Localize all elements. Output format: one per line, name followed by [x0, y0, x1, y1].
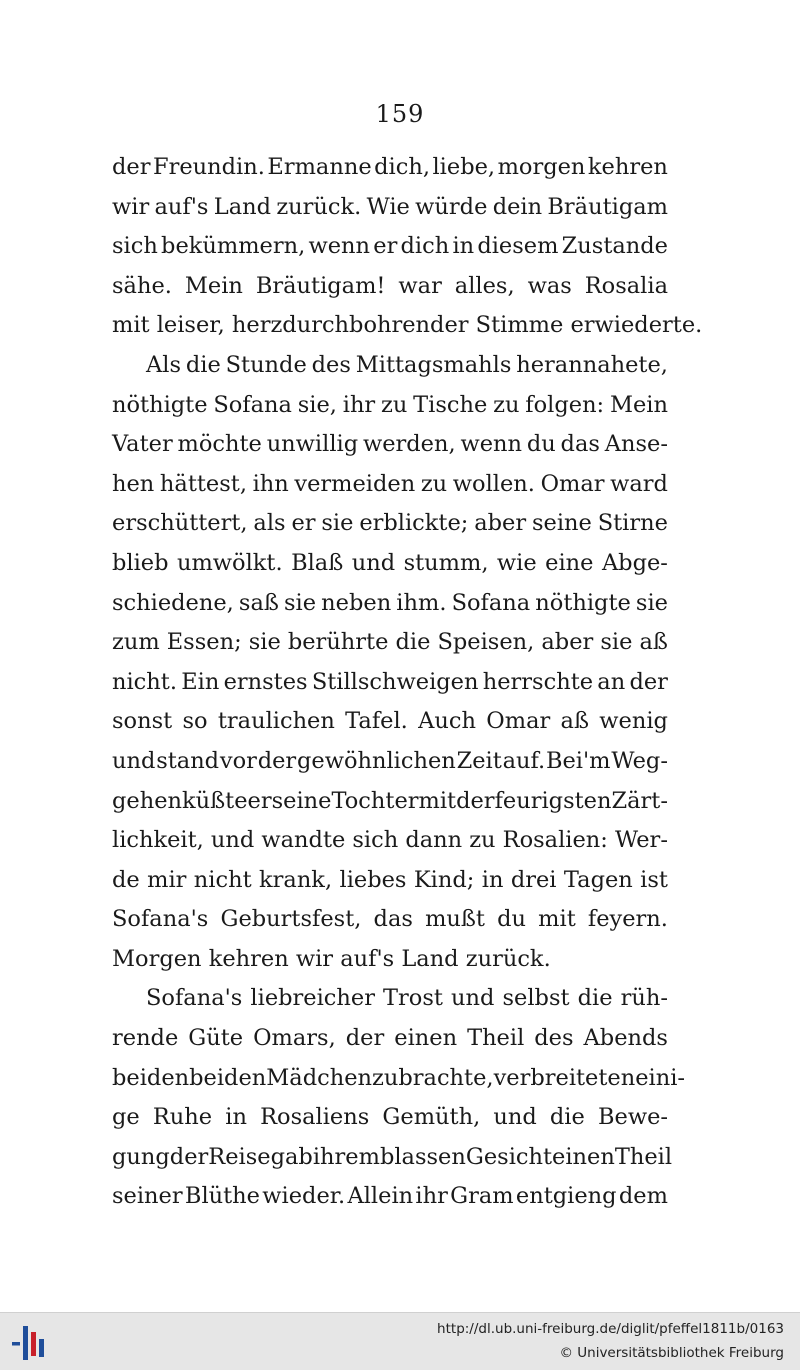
text-line: erschüttert, als er sie erblickte; aber seine Stirne: [112, 510, 668, 537]
library-logo-icon: [10, 1321, 50, 1363]
text-line: zum Essen; sie berührte die Speisen, aber sie aß: [112, 629, 668, 656]
text-line: schiedene, saß sie neben ihm. Sofana nöthigte sie: [112, 589, 668, 616]
text-line: lichkeit, und wandte sich dann zu Rosalien: Wer-: [112, 827, 668, 854]
text-line: wir auf's Land zurück. Wie würde dein Bräutigam: [112, 193, 668, 220]
text-line: seiner Blüthe wieder. Allein ihr Gram entgieng dem: [112, 1183, 668, 1210]
text-line: hen hättest, ihn vermeiden zu wollen. Omar ward: [112, 470, 668, 497]
text-line: nöthigte Sofana sie, ihr zu Tische zu folgen: Mein: [112, 391, 668, 418]
text-line: sähe. Mein Bräutigam! war alles, was Rosalia: [112, 272, 668, 299]
text-line: de mir nicht krank, liebes Kind; in drei Tagen ist: [112, 866, 668, 893]
text-line: sonst so traulichen Tafel. Auch Omar aß wenig: [112, 708, 668, 735]
text-line: und stand vor der gewöhnlichen Zeit auf. Bei'm Weg-: [112, 747, 668, 774]
text-line: Als die Stunde des Mittagsmahls herannahete,: [146, 351, 668, 378]
text-line: nicht. Ein ernstes Stillschweigen herrschte an der: [112, 668, 668, 695]
body-text: [112, 148, 703, 1217]
text-line: blieb umwölkt. Blaß und stumm, wie eine Abge-: [112, 549, 668, 576]
text-line: gung der Reise gab ihrem blassen Gesicht einen Theil: [112, 1143, 673, 1170]
text-line: bei den beiden Mädchen zubrachte, verbreiteten eini-: [112, 1064, 686, 1091]
text-line: Sofana's liebreicher Trost und selbst die rüh-: [146, 985, 668, 1012]
text-line: Sofana's Geburtsfest, das mußt du mit feyern.: [112, 906, 668, 933]
copyright-notice: © Universitätsbibliothek Freiburg: [559, 1345, 784, 1361]
text-line: Vater möchte unwillig werden, wenn du das Anse-: [112, 431, 668, 458]
text-line: rende Güte Omars, der einen Theil des Abends: [112, 1025, 668, 1052]
permalink-url[interactable]: http://dl.ub.uni-freiburg.de/diglit/pfeffel1811b/0163: [437, 1321, 784, 1337]
text-line: sich bekümmern, wenn er dich in diesem Zustande: [112, 233, 668, 260]
text-line: mit leiser, herzdurchbohrender Stimme erwiederte.: [112, 312, 703, 339]
viewer-footer: [0, 1312, 800, 1370]
page-number: 159: [375, 100, 425, 128]
text-line: Morgen kehren wir auf's Land zurück.: [112, 945, 551, 972]
text-line: der Freundin. Ermanne dich, liebe, morgen kehren: [112, 154, 668, 180]
text-line: ge Ruhe in Rosaliens Gemüth, und die Bewe-: [112, 1104, 668, 1131]
text-line: gehen küßte er seine Tochter mit der feurigsten Zärt-: [112, 787, 668, 814]
